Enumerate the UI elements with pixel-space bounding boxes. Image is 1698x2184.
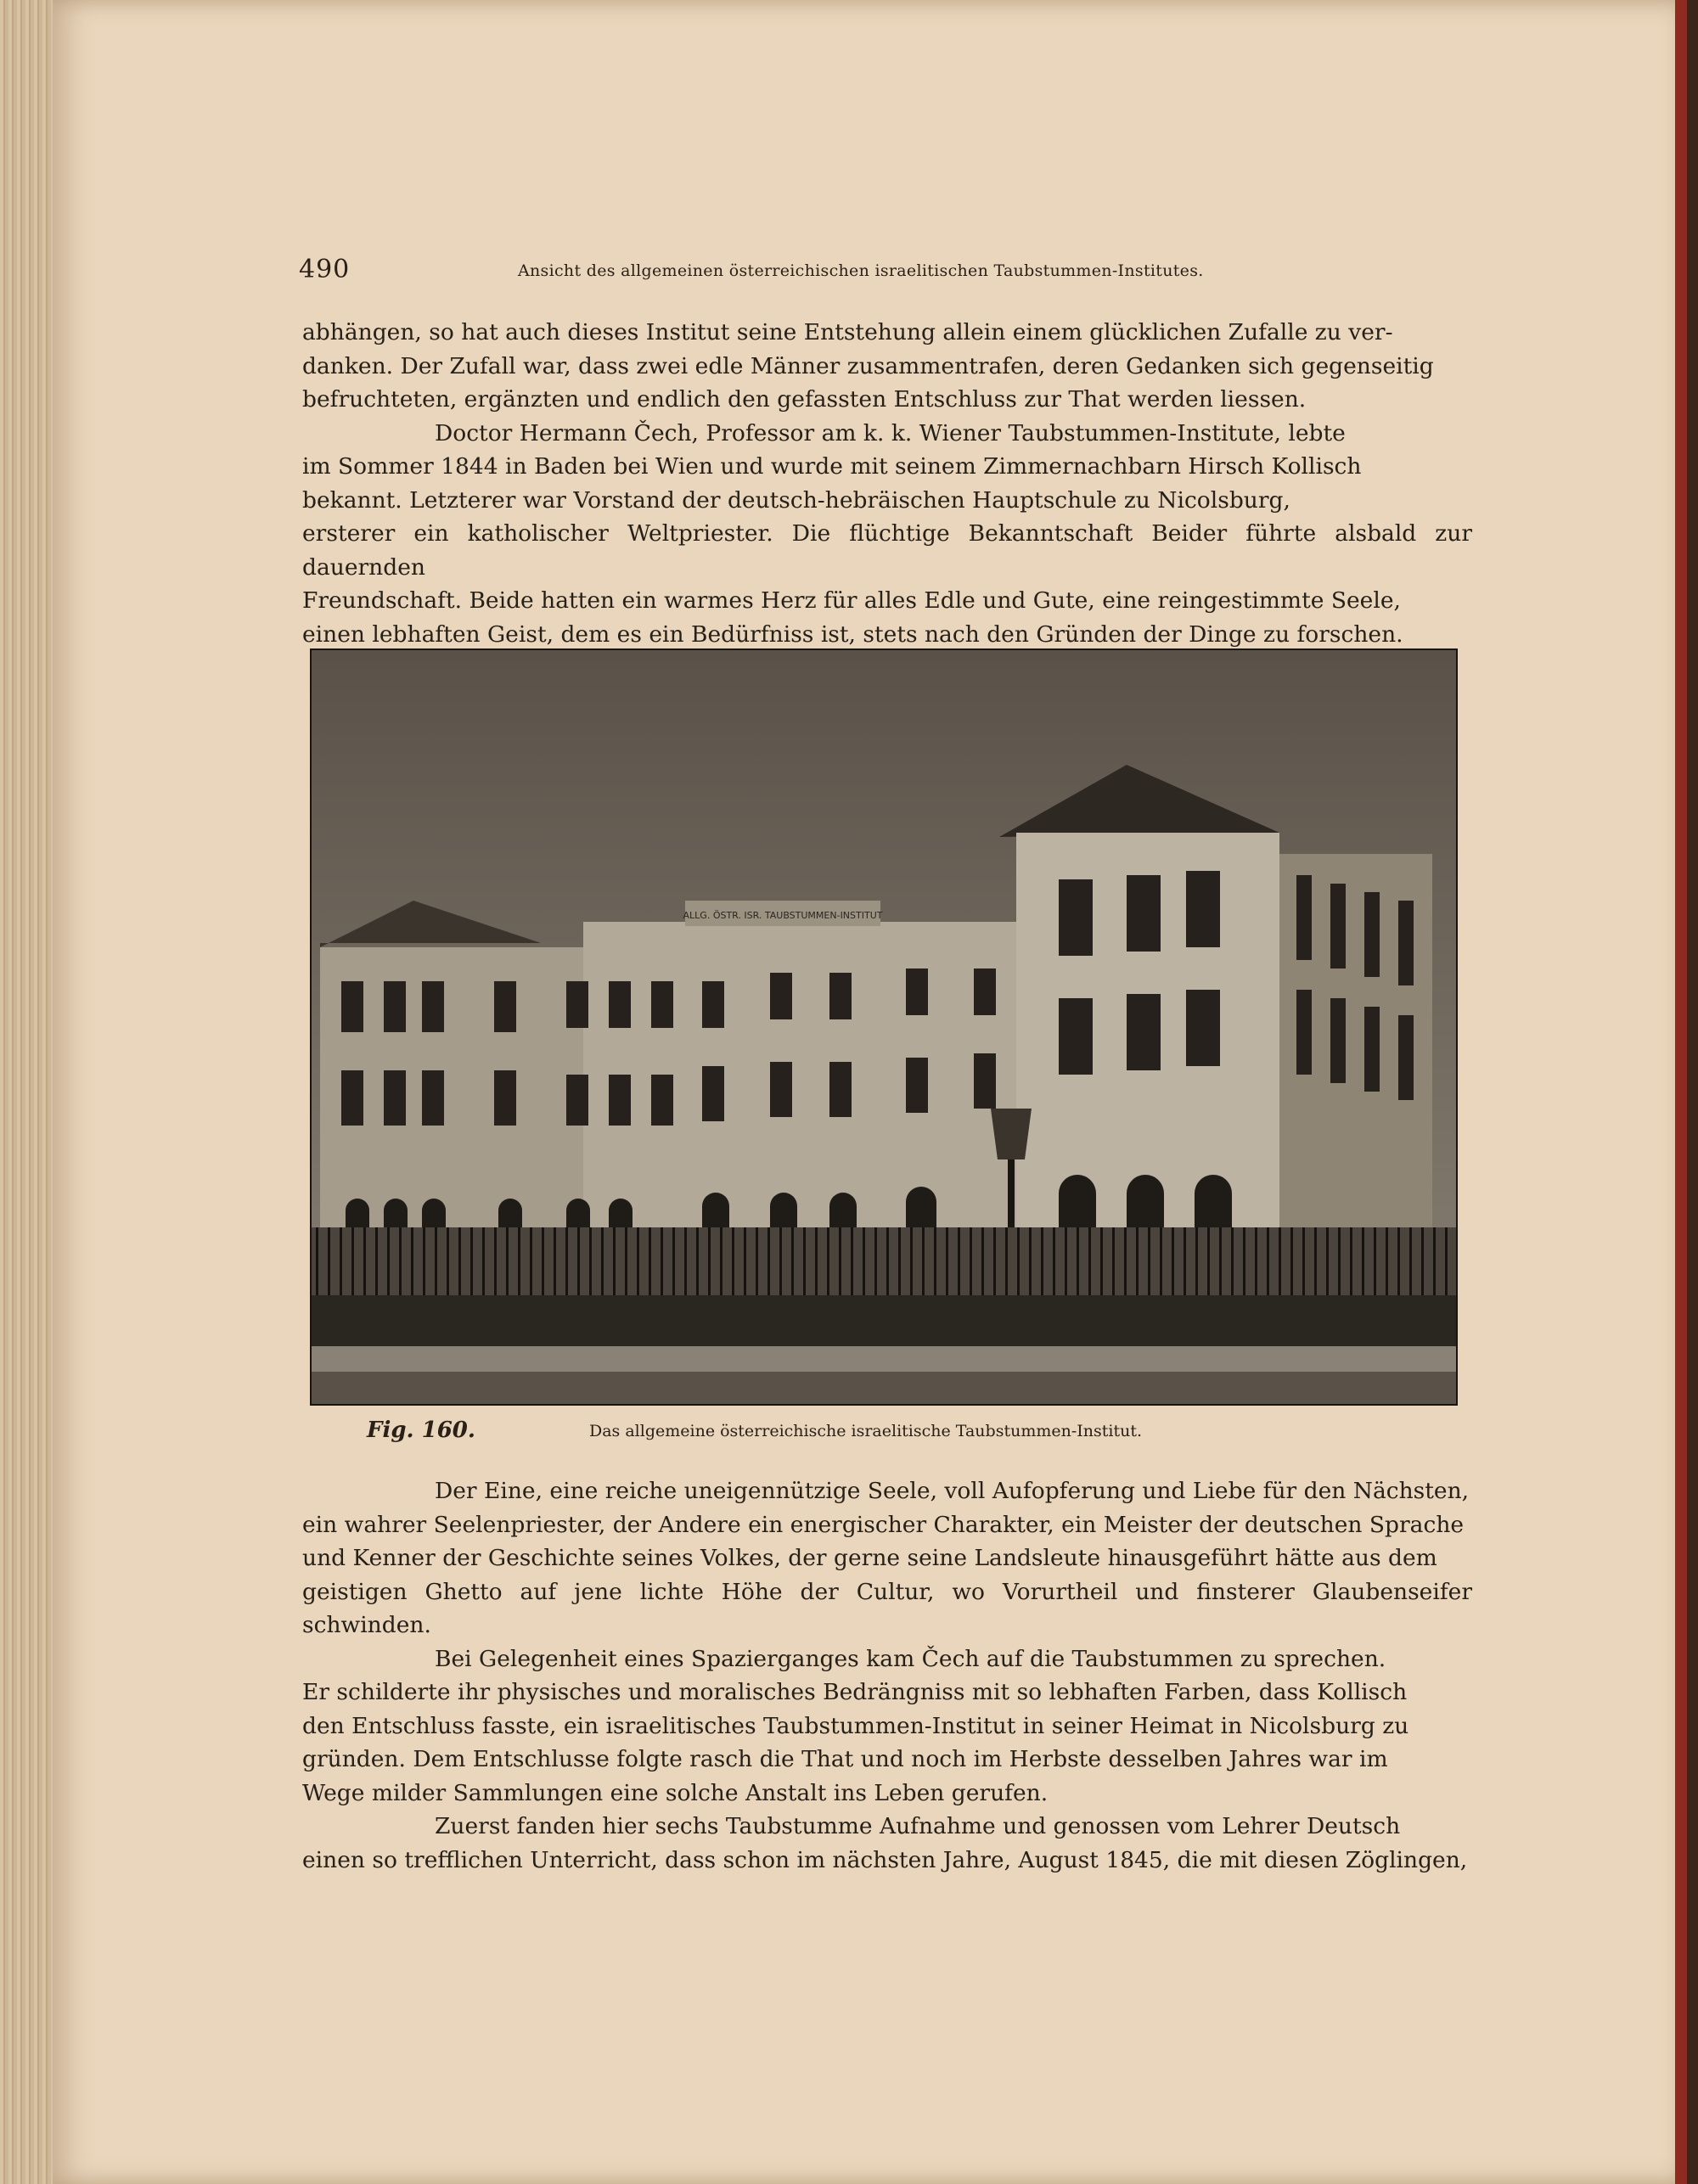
body-text-bottom: [302, 1474, 1472, 1877]
page-edges: [0, 0, 53, 2184]
text-line: den Entschluss fasste, ein israelitisches Taubstummen-Institut in seiner Heimat in Nicolsburg zu: [302, 1712, 1409, 1739]
text-line: Er schilderte ihr physisches und moralisches Bedrängniss mit so lebhaften Farben, dass Kollisch: [302, 1679, 1408, 1705]
page-number: 490: [299, 255, 351, 284]
text-line: Bei Gelegenheit eines Spazierganges kam Čech auf die Taubstummen zu sprechen.: [435, 1645, 1386, 1672]
text-line: abhängen, so hat auch dieses Institut seine Entstehung allein einem glücklichen Zufalle zu ver-: [302, 319, 1393, 345]
building-sign: ALLG. ÖSTR. ISR. TAUBSTUMMEN-INSTITUT: [683, 910, 883, 921]
body-text-top: [302, 316, 1472, 651]
book-cover-edge: [1675, 0, 1687, 2184]
text-line: einen lebhaften Geist, dem es ein Bedürfniss ist, stets nach den Gründen der Dinge zu forschen.: [302, 620, 1403, 648]
text-line: geistigen Ghetto auf jene lichte Höhe der Cultur, wo Vorurtheil und finsterer Glaubenseifer schwinden.: [302, 1578, 1472, 1638]
page-header: [299, 255, 1470, 292]
building-photo: [312, 650, 1456, 1404]
text-line: einen so trefflichen Unterricht, dass schon im nächsten Jahre, August 1845, die mit diesen Zöglingen,: [302, 1846, 1468, 1873]
text-line: Freundschaft. Beide hatten ein warmes Herz für alles Edle und Gute, eine reingestimmte Seele,: [302, 587, 1401, 614]
text-line: Zuerst fanden hier sechs Taubstumme Aufnahme und genossen vom Lehrer Deutsch: [435, 1813, 1401, 1839]
text-line: Der Eine, eine reiche uneigennützige Seele, voll Aufopferung und Liebe für den Nächsten,: [435, 1478, 1470, 1504]
text-line: bekannt. Letzterer war Vorstand der deutsch-hebräischen Hauptschule zu Nicolsburg,: [302, 486, 1290, 514]
figure-photograph: [310, 648, 1458, 1406]
text-line: ein wahrer Seelenpriester, der Andere ein energischer Charakter, ein Meister der deutschen Sprache: [302, 1511, 1465, 1538]
text-line: und Kenner der Geschichte seines Volkes, der gerne seine Landsleute hinausgeführt hätte aus dem: [302, 1545, 1437, 1571]
text-line: im Sommer 1844 in Baden bei Wien und wurde mit seinem Zimmernachbarn Hirsch Kollisch: [302, 453, 1362, 480]
figure-caption-text: Das allgemeine österreichische israelitische Taubstummen-Institut.: [589, 1422, 1143, 1440]
text-line: ersterer ein katholischer Weltpriester. Die flüchtige Bekanntschaft Beider führte alsbald zur dauernden: [302, 520, 1472, 581]
figure-label: Fig. 160.: [367, 1418, 475, 1443]
text-line: gründen. Dem Entschlusse folgte rasch die That und noch im Herbste desselben Jahres war im: [302, 1746, 1388, 1772]
iron-fence: [312, 1227, 1456, 1295]
text-line: danken. Der Zufall war, dass zwei edle Männer zusammentrafen, deren Gedanken sich gegenseitig: [302, 352, 1434, 379]
text-line: Wege milder Sammlungen eine solche Anstalt ins Leben gerufen.: [302, 1779, 1049, 1806]
text-line: Doctor Hermann Čech, Professor am k. k. Wiener Taubstummen-Institute, lebte: [435, 419, 1346, 446]
text-line: befruchteten, ergänzten und endlich den gefassten Entschluss zur That werden liessen.: [302, 386, 1307, 413]
running-title: Ansicht des allgemeinen österreichischen israelitischen Taubstummen-Institutes.: [518, 261, 1204, 280]
figure-caption: [367, 1418, 1386, 1451]
